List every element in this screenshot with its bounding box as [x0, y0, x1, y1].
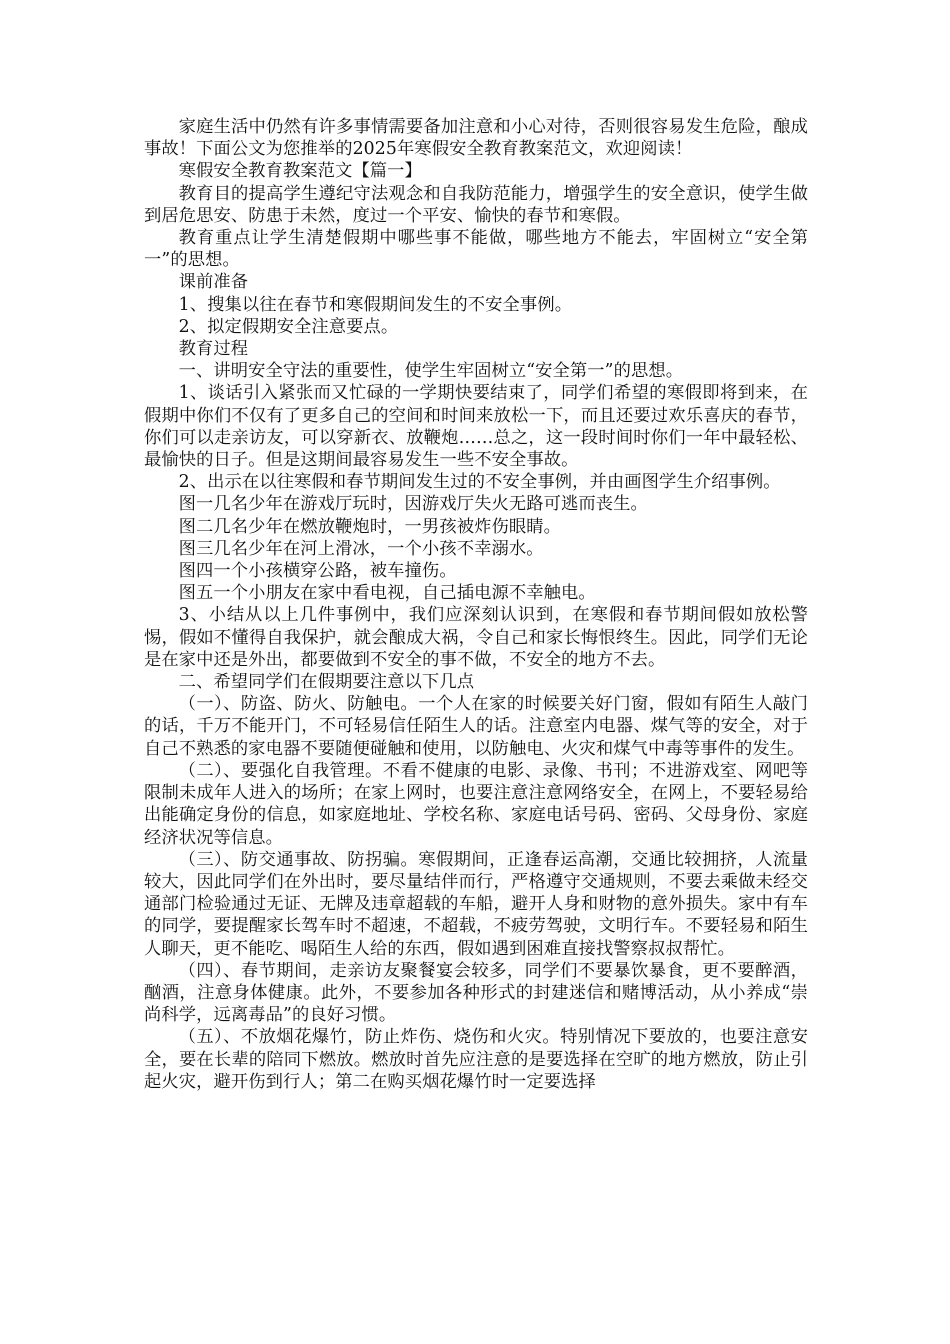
document-body [144, 116, 808, 1093]
paragraph-preparation-1: 1、搜集以往在春节和寒假期间发生的不安全事例。 [178, 294, 573, 315]
paragraph-step-1: 1、谈话引入紧张而又忙碌的一学期快要结束了，同学们希望的寒假即将到来，在假期中你们不仅有了更多自己的空间和时间来放松一下，而且还要过欢乐喜庆的春节，你们可以走亲访友，可以穿新衣、放鞭炮……总之，这一段时间时你们一年中最轻松、最愉快的日子。但是这期间最容易发生一些不安全事故。 [144, 383, 808, 471]
paragraph-intro: 家庭生活中仍然有许多事情需要备加注意和小心对待，否则很容易发生危险，酿成事故！下面公文为您推举的2025年寒假安全教育教案范文，欢迎阅读！ [144, 117, 808, 160]
paragraph-section-two: 二、希望同学们在假期要注意以下几点 [178, 672, 475, 693]
paragraph-figure-4: 图四一个小孩横穿公路，被车撞伤。 [178, 561, 457, 582]
paragraph-point-2: （二）、要强化自我管理。不看不健康的电影、录像、书刊；不进游戏室、网吧等限制未成年人进入的场所；在家上网时，也要注意注意网络安全，在网上，不要轻易给出能确定身份的信息，如家庭地址、学校名称、家庭电话号码、密码、父母身份、家庭经济状况等信息。 [144, 760, 808, 848]
paragraph-education-goal: 教育目的提高学生遵纪守法观念和自我防范能力，增强学生的安全意识，使学生做到居危思安、防患于未然，度过一个平安、愉快的春节和寒假。 [144, 183, 808, 226]
paragraph-point-5: （五）、不放烟花爆竹，防止炸伤、烧伤和火灾。特别情况下要放的，也要注意安全，要在长辈的陪同下燃放。燃放时首先应注意的是要选择在空旷的地方燃放，防止引起火灾，避开伤到行人；第二在购买烟花爆竹时一定要选择 [144, 1027, 808, 1092]
paragraph-figure-1: 图一几名少年在游戏厅玩时，因游戏厅失火无路可逃而丧生。 [178, 494, 648, 515]
paragraph-figure-2: 图二几名少年在燃放鞭炮时，一男孩被炸伤眼睛。 [178, 516, 561, 537]
paragraph-point-4: （四）、春节期间，走亲访友聚餐宴会较多，同学们不要暴饮暴食，更不要醉酒，酗酒，注意身体健康。此外，不要参加各种形式的封建迷信和赌博活动，从小养成“崇尚科学，远离毒品”的良好习惯。 [144, 960, 808, 1026]
paragraph-preparation-2: 2、拟定假期安全注意要点。 [178, 316, 399, 337]
paragraph-point-3: （三）、防交通事故、防拐骗。寒假期间，正逢春运高潮，交通比较拥挤，人流量较大，因此同学们在外出时，要尽量结伴而行，严格遵守交通规则，不要去乘做未经交通部门检验通过无证、无牌及违章超载的车船，避开人身和财物的意外损失。家中有车的同学，要提醒家长驾车时不超速，不超载，不疲劳驾驶，文明行车。不要轻易和陌生人聊天，更不能吃、喝陌生人给的东西，假如遇到困难直接找警察叔叔帮忙。 [144, 849, 808, 959]
paragraph-process-heading: 教育过程 [178, 339, 249, 360]
paragraph-education-focus: 教育重点让学生清楚假期中哪些事不能做，哪些地方不能去，牢固树立“安全第一”的思想。 [144, 228, 808, 271]
paragraph-step-2: 2、出示在以往寒假和春节期间发生过的不安全事例，并由画图学生介绍事例。 [178, 472, 781, 493]
paragraph-heading-part-one: 寒假安全教育教案范文【篇一】 [178, 161, 422, 182]
paragraph-figure-5: 图五一个小朋友在家中看电视，自己插电源不幸触电。 [178, 583, 596, 604]
paragraph-section-one: 一、讲明安全守法的重要性，使学生牢固树立“安全第一”的思想。 [178, 361, 684, 382]
paragraph-step-3: 3、小结从以上几件事例中，我们应深刻认识到，在寒假和春节期间假如放松警惕，假如不懂得自我保护，就会酿成大祸，令自己和家长悔恨终生。因此，同学们无论是在家中还是外出，都要做到不安全的事不做，不安全的地方不去。 [144, 605, 808, 670]
paragraph-preparation-heading: 课前准备 [178, 272, 249, 293]
paragraph-point-1: （一）、防盗、防火、防触电。一个人在家的时候要关好门窗，假如有陌生人敲门的话，千万不能开门，不可轻易信任陌生人的话。注意室内电器、煤气等的安全，对于自己不熟悉的家电器不要随便碰触和使用，以防触电、火灾和煤气中毒等事件的发生。 [144, 694, 808, 759]
paragraph-figure-3: 图三几名少年在河上滑冰，一个小孩不幸溺水。 [178, 538, 544, 559]
